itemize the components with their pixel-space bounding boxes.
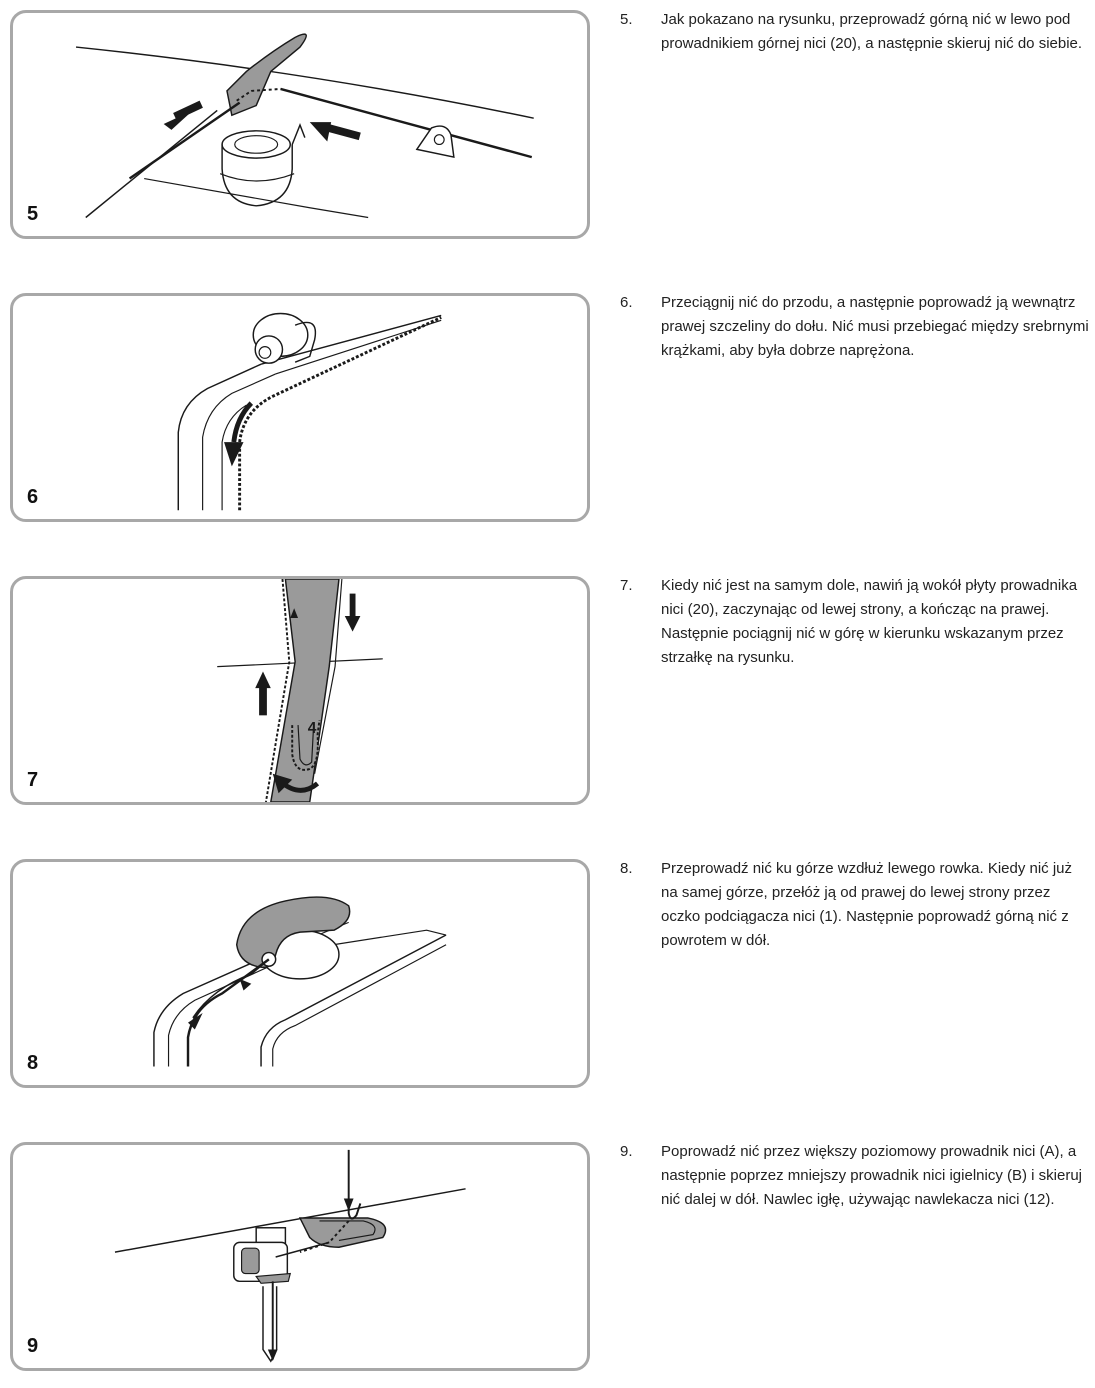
- step-5-text: Jak pokazano na rysunku, przeprowadź górną nić w lewo pod prowadnikiem górnej nici (20), a następnie skieruj nić do siebie.: [661, 11, 1083, 52]
- step-7-instruction: [620, 574, 1090, 670]
- step-7-text: Kiedy nić jest na samym dole, nawiń ją wokół płyty prowadnika nici (20), zaczynając od lewej strony, a kończąc na prawej. Następnie pociągnij nić w górę w kierunku wskazanym przez strzałkę na rysunku.: [661, 577, 1078, 666]
- thread-guide-drawing-5: [13, 13, 587, 236]
- step-9-text: Poprowadź nić przez większy poziomowy prowadnik nici (A), a następnie poprzez mniejszy prowadnik nici igielnicy (B) i skieruj nić dalej w dół. Nawlec igłę, używając nawlekacza nici (12).: [661, 1143, 1083, 1208]
- step-6-instruction: [620, 291, 1090, 363]
- step-8-panel-label: 8: [27, 1052, 39, 1074]
- thread-tension-drawing-6: [13, 296, 587, 519]
- take-up-lever-drawing-8: [13, 862, 587, 1085]
- step-8-text: Przeprowadź nić ku górze wzdłuż lewego rowka. Kiedy nić już na samej górze, przełóż ją od prawej do lewej strony przez oczko podciągacza nici (1). Następnie poprowadź górną nić z powrotem w dół.: [661, 860, 1073, 949]
- step-9-instruction: [620, 1140, 1090, 1212]
- illustration-step-9: [10, 1142, 590, 1371]
- illustration-step-7: [10, 576, 590, 805]
- illustration-step-8: [10, 859, 590, 1088]
- figure-label-4: 4: [307, 719, 317, 737]
- step-7-number: 7.: [620, 577, 633, 594]
- step-5-number: 5.: [620, 11, 633, 28]
- step-8-number: 8.: [620, 860, 633, 877]
- step-7-panel-label: 7: [27, 769, 39, 791]
- step-8-instruction: [620, 857, 1090, 953]
- step-5-instruction: [620, 8, 1090, 56]
- step-6-panel-label: 6: [27, 486, 39, 508]
- step-6-number: 6.: [620, 294, 633, 311]
- step-6-text: Przeciągnij nić do przodu, a następnie poprowadź ją wewnątrz prawej szczeliny do dołu. Nić musi przebiegać między srebrnymi krążkami, aby była dobrze naprężona.: [661, 294, 1089, 359]
- needle-bar-guide-drawing-9: [13, 1145, 587, 1368]
- thread-guide-plate-drawing-7: [13, 579, 587, 802]
- illustration-step-6: [10, 293, 590, 522]
- step-9-number: 9.: [620, 1143, 633, 1160]
- step-5-panel-label: 5: [27, 203, 39, 225]
- illustration-step-5: [10, 10, 590, 239]
- step-9-panel-label: 9: [27, 1335, 39, 1357]
